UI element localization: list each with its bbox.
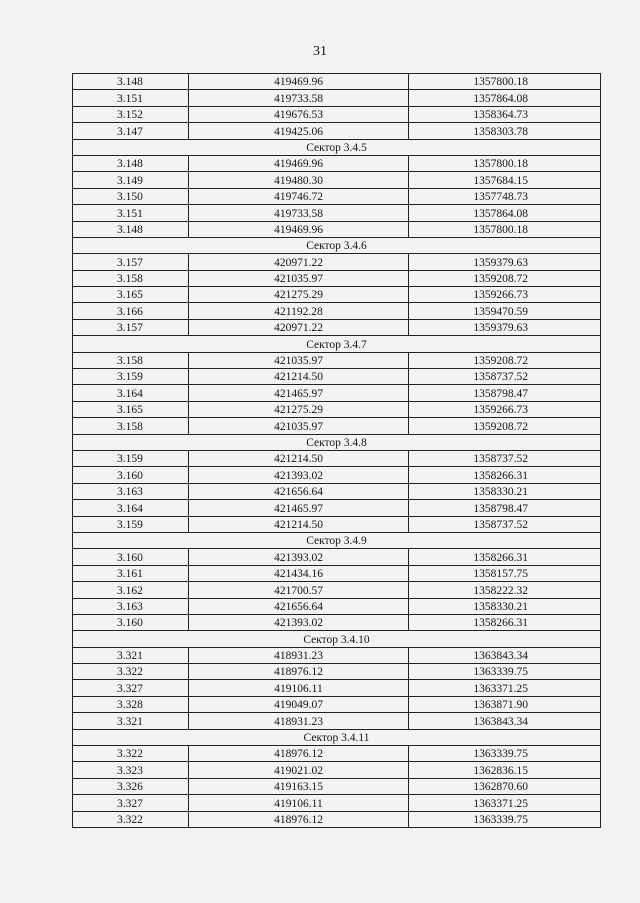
table-row [73,287,601,303]
table-row [73,401,601,417]
y-coordinate-cell: 1363339.75 [409,746,601,762]
table-row [73,483,601,499]
sector-header-row [73,434,601,450]
y-coordinate-cell: 1358737.52 [409,516,601,532]
x-coordinate-cell: 419469.96 [189,74,409,90]
point-number-cell: 3.162 [73,582,189,598]
y-coordinate-cell: 1359266.73 [409,287,601,303]
point-number-cell: 3.148 [73,74,189,90]
point-number-cell: 3.157 [73,254,189,270]
y-coordinate-cell: 1358798.47 [409,500,601,516]
x-coordinate-cell: 421035.97 [189,270,409,286]
point-number-cell: 3.163 [73,598,189,614]
point-number-cell: 3.164 [73,500,189,516]
point-number-cell: 3.321 [73,713,189,729]
y-coordinate-cell: 1363843.34 [409,713,601,729]
table-row [73,418,601,434]
x-coordinate-cell: 420971.22 [189,319,409,335]
point-number-cell: 3.322 [73,664,189,680]
x-coordinate-cell: 418931.23 [189,647,409,663]
sector-title: Сектор 3.4.6 [73,237,601,253]
point-number-cell: 3.160 [73,467,189,483]
x-coordinate-cell: 418976.12 [189,811,409,827]
table-row [73,647,601,663]
y-coordinate-cell: 1359208.72 [409,352,601,368]
x-coordinate-cell: 419733.58 [189,205,409,221]
table-row [73,500,601,516]
point-number-cell: 3.148 [73,155,189,171]
x-coordinate-cell: 421275.29 [189,287,409,303]
page-number: 31 [313,44,327,59]
point-number-cell: 3.327 [73,680,189,696]
x-coordinate-cell: 421214.50 [189,516,409,532]
table-row [73,123,601,139]
x-coordinate-cell: 419106.11 [189,795,409,811]
point-number-cell: 3.159 [73,516,189,532]
point-number-cell: 3.157 [73,319,189,335]
sector-title: Сектор 3.4.11 [73,729,601,745]
table-row [73,303,601,319]
table-row [73,319,601,335]
table-row [73,352,601,368]
y-coordinate-cell: 1357864.08 [409,90,601,106]
table-row [73,582,601,598]
x-coordinate-cell: 421393.02 [189,467,409,483]
x-coordinate-cell: 421393.02 [189,614,409,630]
table-row [73,254,601,270]
sector-title: Сектор 3.4.7 [73,336,601,352]
sector-header-row [73,729,601,745]
table-row [73,516,601,532]
x-coordinate-cell: 421035.97 [189,352,409,368]
point-number-cell: 3.151 [73,205,189,221]
table-row [73,188,601,204]
x-coordinate-cell: 421656.64 [189,598,409,614]
y-coordinate-cell: 1358364.73 [409,106,601,122]
x-coordinate-cell: 421700.57 [189,582,409,598]
y-coordinate-cell: 1359208.72 [409,270,601,286]
table-row [73,90,601,106]
table-row [73,664,601,680]
table-row [73,598,601,614]
x-coordinate-cell: 420971.22 [189,254,409,270]
y-coordinate-cell: 1363339.75 [409,811,601,827]
point-number-cell: 3.164 [73,385,189,401]
table-row [73,549,601,565]
table-row [73,221,601,237]
table-row [73,450,601,466]
point-number-cell: 3.321 [73,647,189,663]
y-coordinate-cell: 1358798.47 [409,385,601,401]
point-number-cell: 3.326 [73,778,189,794]
y-coordinate-cell: 1363371.25 [409,795,601,811]
coordinates-table-body [73,74,601,828]
sector-header-row [73,532,601,548]
x-coordinate-cell: 421656.64 [189,483,409,499]
sector-header-row [73,139,601,155]
table-row [73,74,601,90]
x-coordinate-cell: 421214.50 [189,369,409,385]
x-coordinate-cell: 419163.15 [189,778,409,794]
y-coordinate-cell: 1362836.15 [409,762,601,778]
y-coordinate-cell: 1363843.34 [409,647,601,663]
point-number-cell: 3.165 [73,401,189,417]
point-number-cell: 3.158 [73,352,189,368]
y-coordinate-cell: 1358266.31 [409,549,601,565]
point-number-cell: 3.158 [73,270,189,286]
y-coordinate-cell: 1358330.21 [409,483,601,499]
x-coordinate-cell: 418976.12 [189,746,409,762]
y-coordinate-cell: 1357800.18 [409,155,601,171]
y-coordinate-cell: 1358330.21 [409,598,601,614]
sector-title: Сектор 3.4.5 [73,139,601,155]
point-number-cell: 3.165 [73,287,189,303]
y-coordinate-cell: 1358266.31 [409,467,601,483]
table-row [73,778,601,794]
x-coordinate-cell: 421434.16 [189,565,409,581]
point-number-cell: 3.322 [73,746,189,762]
x-coordinate-cell: 419425.06 [189,123,409,139]
point-number-cell: 3.148 [73,221,189,237]
coordinates-table [72,73,601,828]
x-coordinate-cell: 419469.96 [189,155,409,171]
table-row [73,811,601,827]
y-coordinate-cell: 1357684.15 [409,172,601,188]
y-coordinate-cell: 1358737.52 [409,369,601,385]
sector-title: Сектор 3.4.8 [73,434,601,450]
x-coordinate-cell: 419480.30 [189,172,409,188]
y-coordinate-cell: 1357800.18 [409,221,601,237]
y-coordinate-cell: 1357800.18 [409,74,601,90]
y-coordinate-cell: 1359470.59 [409,303,601,319]
y-coordinate-cell: 1358222.32 [409,582,601,598]
y-coordinate-cell: 1359266.73 [409,401,601,417]
x-coordinate-cell: 419676.53 [189,106,409,122]
point-number-cell: 3.323 [73,762,189,778]
sector-title: Сектор 3.4.10 [73,631,601,647]
table-row [73,565,601,581]
sector-header-row [73,336,601,352]
x-coordinate-cell: 421192.28 [189,303,409,319]
table-row [73,680,601,696]
table-row [73,762,601,778]
table-row [73,713,601,729]
y-coordinate-cell: 1363371.25 [409,680,601,696]
table-row [73,270,601,286]
table-row [73,385,601,401]
table-row [73,467,601,483]
table-row [73,369,601,385]
y-coordinate-cell: 1359379.63 [409,254,601,270]
point-number-cell: 3.161 [73,565,189,581]
x-coordinate-cell: 418976.12 [189,664,409,680]
x-coordinate-cell: 421465.97 [189,500,409,516]
point-number-cell: 3.150 [73,188,189,204]
point-number-cell: 3.151 [73,90,189,106]
table-row [73,106,601,122]
x-coordinate-cell: 421275.29 [189,401,409,417]
table-row [73,614,601,630]
point-number-cell: 3.160 [73,549,189,565]
point-number-cell: 3.152 [73,106,189,122]
sector-title: Сектор 3.4.9 [73,532,601,548]
point-number-cell: 3.159 [73,450,189,466]
point-number-cell: 3.166 [73,303,189,319]
y-coordinate-cell: 1363339.75 [409,664,601,680]
x-coordinate-cell: 419469.96 [189,221,409,237]
point-number-cell: 3.322 [73,811,189,827]
x-coordinate-cell: 421393.02 [189,549,409,565]
y-coordinate-cell: 1357748.73 [409,188,601,204]
x-coordinate-cell: 419021.02 [189,762,409,778]
x-coordinate-cell: 419733.58 [189,90,409,106]
x-coordinate-cell: 419049.07 [189,696,409,712]
table-row [73,746,601,762]
point-number-cell: 3.147 [73,123,189,139]
x-coordinate-cell: 419106.11 [189,680,409,696]
sector-header-row [73,631,601,647]
point-number-cell: 3.327 [73,795,189,811]
x-coordinate-cell: 421214.50 [189,450,409,466]
point-number-cell: 3.159 [73,369,189,385]
table-row [73,205,601,221]
table-row [73,795,601,811]
y-coordinate-cell: 1358303.78 [409,123,601,139]
point-number-cell: 3.149 [73,172,189,188]
point-number-cell: 3.328 [73,696,189,712]
y-coordinate-cell: 1359208.72 [409,418,601,434]
point-number-cell: 3.163 [73,483,189,499]
table-row [73,696,601,712]
y-coordinate-cell: 1363871.90 [409,696,601,712]
y-coordinate-cell: 1357864.08 [409,205,601,221]
sector-header-row [73,237,601,253]
x-coordinate-cell: 421465.97 [189,385,409,401]
table-row [73,155,601,171]
point-number-cell: 3.160 [73,614,189,630]
y-coordinate-cell: 1358737.52 [409,450,601,466]
y-coordinate-cell: 1358157.75 [409,565,601,581]
y-coordinate-cell: 1362870.60 [409,778,601,794]
point-number-cell: 3.158 [73,418,189,434]
x-coordinate-cell: 418931.23 [189,713,409,729]
x-coordinate-cell: 419746.72 [189,188,409,204]
y-coordinate-cell: 1359379.63 [409,319,601,335]
x-coordinate-cell: 421035.97 [189,418,409,434]
y-coordinate-cell: 1358266.31 [409,614,601,630]
table-row [73,172,601,188]
